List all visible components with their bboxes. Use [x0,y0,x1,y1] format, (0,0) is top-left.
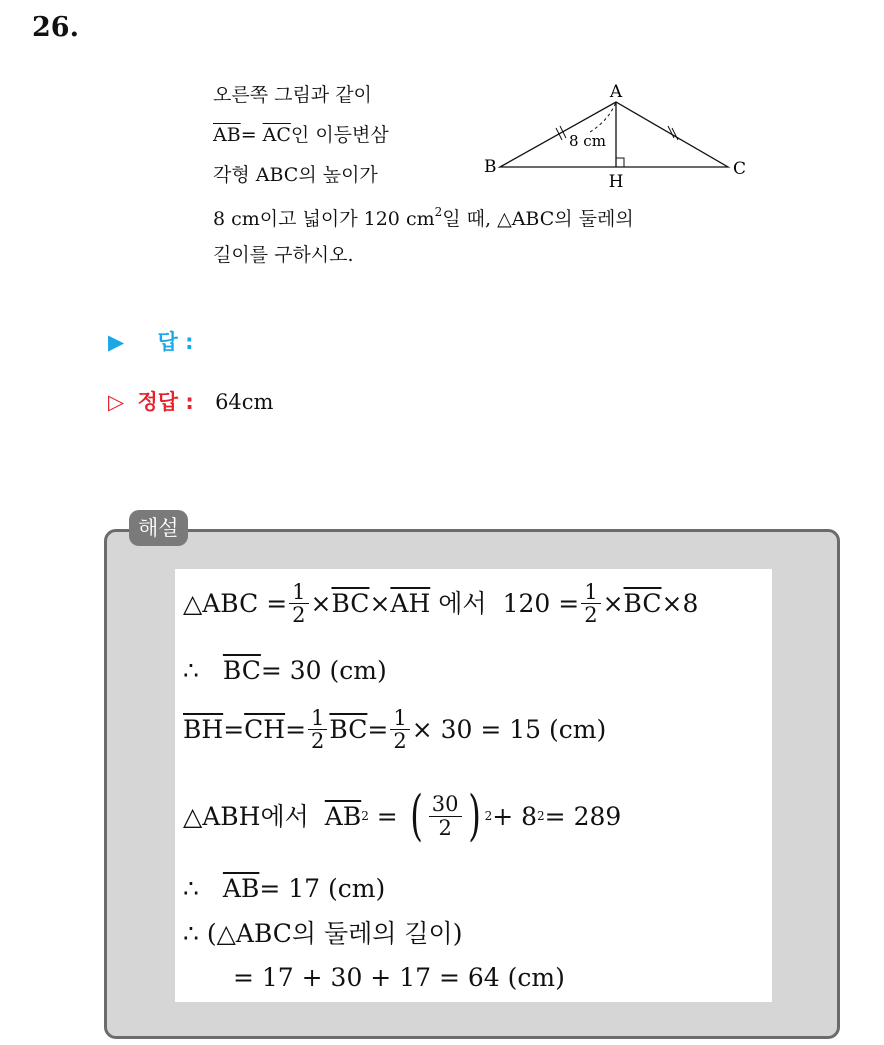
play-icon: ▶ [108,330,125,354]
correct-answer-value: 64cm [215,390,274,414]
problem-line-1: 오른쪽 그림과 같이 [213,84,372,106]
solution-box [175,569,772,1002]
solution-line-7: = 17 + 30 + 17 = 64 (cm) [233,963,565,992]
problem-line-4: 8 cm이고 넓이가 120 $cm^2$일 때, △ABC의 둘레의 [213,205,634,230]
solution-line-1: △ABC = $\frac{1}{2}$ × $\overline{BC}$ × $\overline{AH}$ 에서 120 = $\frac{1}{2}$ × $\overline{BC}$ × 8 [183,580,699,628]
outline-play-icon: ▷ [108,390,125,414]
solution-line-6: ∴ (△ABC의 둘레의 길이) [183,919,463,948]
problem-line-2: $\overline{AB}= \overline{AC}$인 이등변삼 [213,124,389,146]
label-h: H [608,172,624,192]
solution-tag: 해설 [129,510,188,546]
fraction-half: $\frac{1}{2}$ [289,581,308,626]
label-height: 8 cm [569,132,606,150]
answer-label: 답 : [157,330,194,354]
segment-ab: $\overline{AB}$ [213,124,241,146]
triangle-figure [478,80,758,195]
segment-ac: $\overline{AC}$ [262,124,291,146]
question-number: 26. [32,12,79,43]
correct-answer-row [108,386,273,416]
problem-line-5: 길이를 구하시오. [213,244,354,266]
label-a: A [609,82,623,102]
problem-line-3: 각형 ABC의 높이가 [213,164,378,186]
solution-line-5: ∴ $\overline{AB}$ = 17 (cm) [183,874,386,903]
correct-answer-label: 정답 : [137,390,194,414]
solution-line-3: $\overline{BH}$ = $\overline{CH}$ = $\frac{1}{2}$ $\overline{BC}$ = $\frac{1}{2}$ × 30 = 15 (cm) [183,706,607,754]
label-b: B [484,157,497,177]
answer-row [108,326,193,356]
solution-line-4: △ABH에서 $\overline{AB}$ 2 = ( $\frac{30}{2}$ ) 2 + 8 2 = 289 [183,784,622,847]
label-c: C [733,159,747,179]
solution-line-2: ∴ $\overline{BC}$ = 30 (cm) [183,656,387,685]
